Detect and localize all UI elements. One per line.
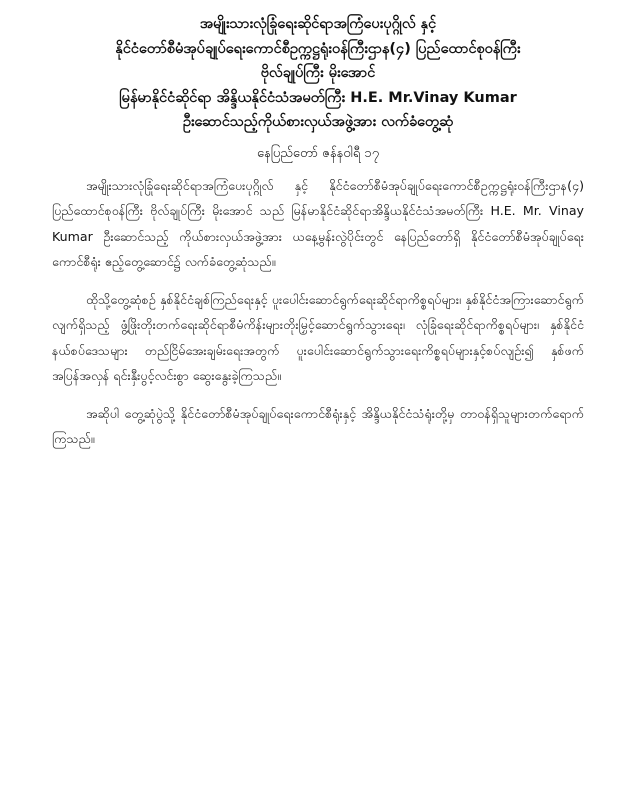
headline-line-2: နိုင်ငံတော်စီမံအုပ်ချုပ်ရေးကောင်စီဥက္ကဋ္ဌရုံးဝန်ကြီးဌာန(၄) ပြည်ထောင်စုဝန်ကြီး [115, 40, 521, 57]
dateline: နေပြည်တော် ဇန်နဝါရီ ၁၇ [256, 145, 380, 161]
paragraph-3: အဆိုပါ တွေ့ဆုံပွဲသို့ နိုင်ငံတော်စီမံအုပ်ချုပ်ရေးကောင်စီရုံးနှင့် အိန္ဒိယနိုင်ငံသံရုံးတို့မှ တာဝန်ရှိသူများတက်ရောက်ကြသည်။ [52, 405, 584, 446]
paragraph-1: အမျိုးသားလုံခြုံရေးဆိုင်ရာအကြံပေးပုဂ္ဂိုလ် နှင့် နိုင်ငံတော်စီမံအုပ်ချုပ်ရေးကောင်စီဥက္ကဋ္ဌရုံးဝန်ကြီးဌာန(၄) ပြည်ထောင်စုဝန်ကြီး ဗိုလ်ချုပ်ကြီး မိုးအောင် သည် မြန်မာနိုင်ငံဆိုင်ရာအိန္ဒိယနိုင်ငံသံအမတ်ကြီး H.E. Mr. Vinay Kumar ဦးဆောင်သည့် ကိုယ်စားလှယ်အဖွဲ့အား ယနေ့မွန်းလွဲပိုင်းတွင် နေပြည်တော်ရှိ နိုင်ငံတော်စီမံအုပ်ချုပ်ရေးကောင်စီရုံး ဧည့်တွေ့ဆောင်၌ လက်ခံတွေ့ဆုံသည်။ [52, 177, 584, 269]
headline [52, 12, 584, 135]
headline-line-5: ဦးဆောင်သည့်ကိုယ်စားလှယ်အဖွဲ့အား လက်ခံတွေ့ဆုံ [182, 114, 454, 130]
paragraph-2: ထိုသို့တွေ့ဆုံစဉ် နှစ်နိုင်ငံချစ်ကြည်ရေးနှင့် ပူးပေါင်းဆောင်ရွက်ရေးဆိုင်ရာကိစ္စရပ်များ၊ နှစ်နိုင်ငံအကြားဆောင်ရွက်လျက်ရှိသည့် ဖွံ့ဖြိုးတိုးတက်ရေးဆိုင်ရာစီမံကိန်းများတိုးမြှင့်ဆောင်ရွက်သွားရေး၊ လုံခြုံရေးဆိုင်ရာကိစ္စရပ်များ၊ နှစ်နိုင်ငံနယ်စပ်ဒေသများ တည်ငြိမ်အေးချမ်းရေးအတွက် ပူးပေါင်းဆောင်ရွက်သွားရေးကိစ္စရပ်များနှင့်စပ်လျဉ်း၍ နှစ်ဖက်အပြန်အလှန် ရင်းနှီးပွင့်လင်းစွာ ဆွေးနွေးခဲ့ကြသည်။ [52, 291, 584, 383]
headline-line-4: မြန်မာနိုင်ငံဆိုင်ရာ အိန္ဒိယနိုင်ငံသံအမတ်ကြီး H.E. Mr.Vinay Kumar [119, 89, 517, 106]
headline-line-1: အမျိုးသားလုံခြုံရေးဆိုင်ရာအကြံပေးပုဂ္ဂိုလ် နှင့် [199, 16, 437, 32]
article-body [52, 173, 584, 452]
headline-line-3: ဗိုလ်ချုပ်ကြီး မိုးအောင် [260, 65, 376, 81]
